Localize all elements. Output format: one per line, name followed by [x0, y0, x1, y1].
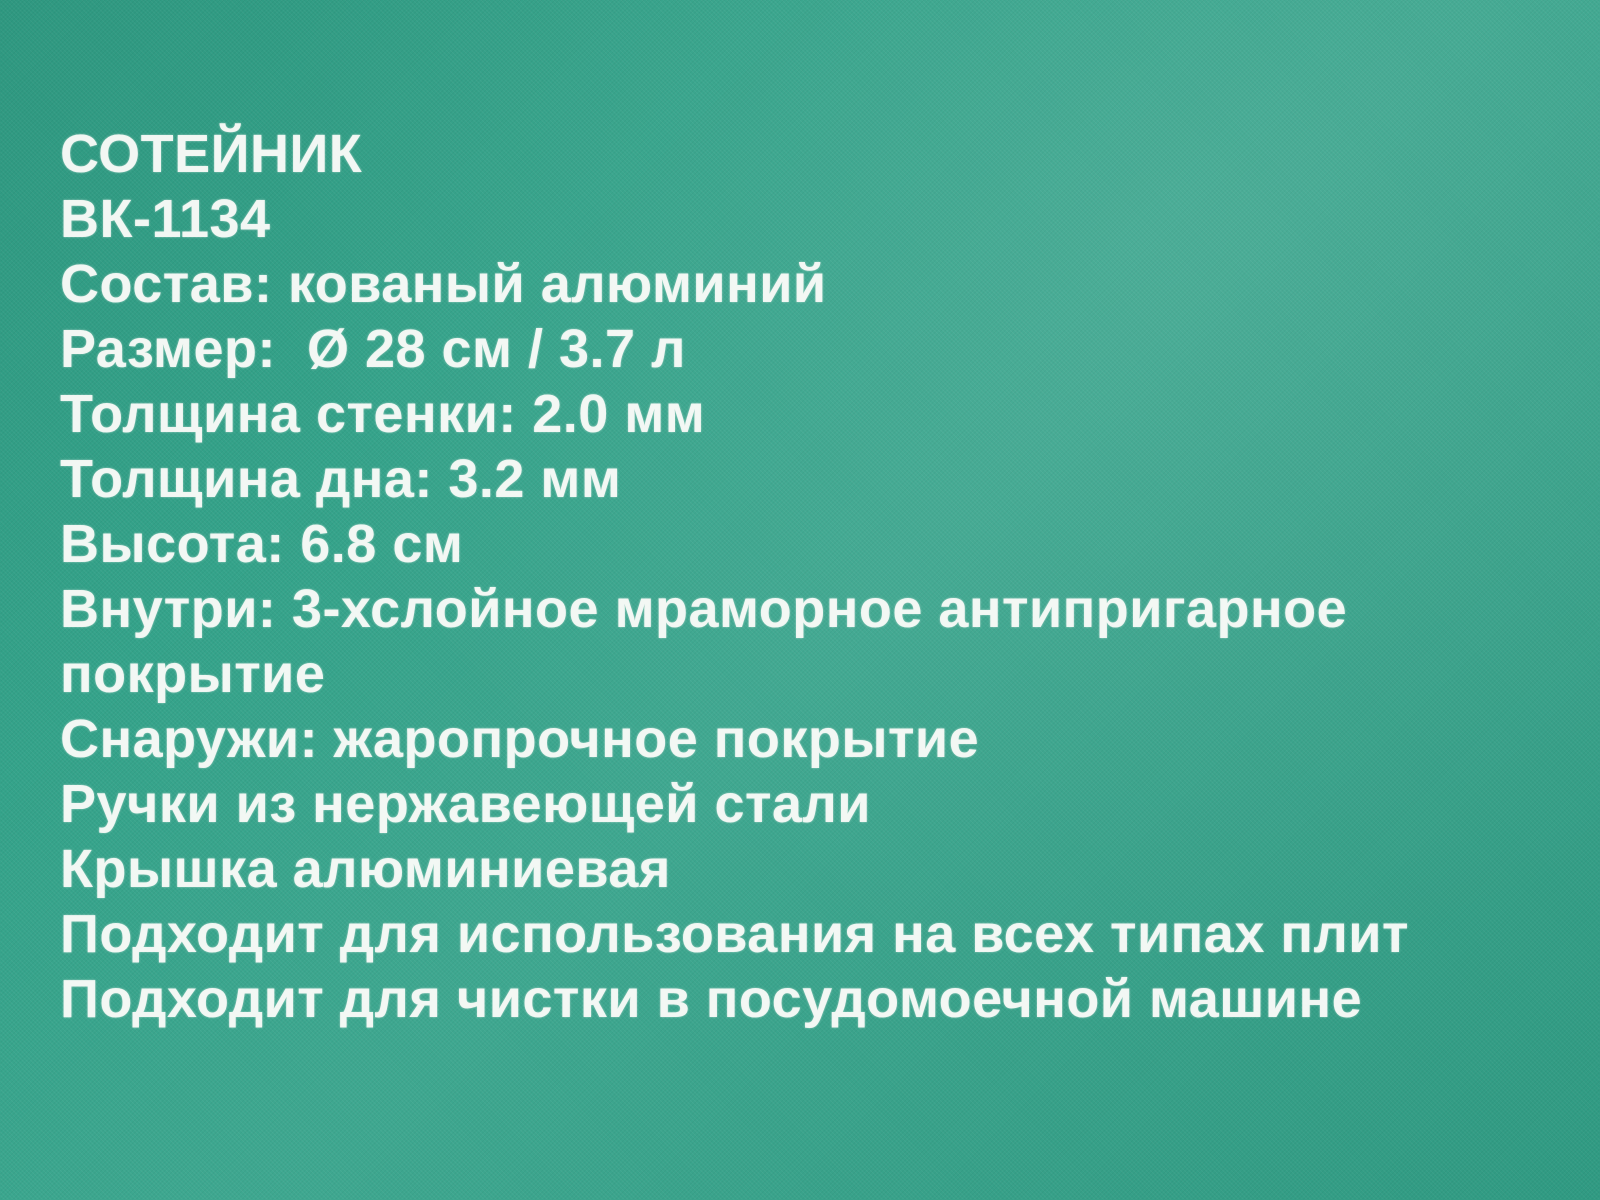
spec-line-wall-thickness: Толщина стенки: 2.0 мм	[60, 384, 706, 444]
spec-line-material: Состав: кованый алюминий	[60, 254, 827, 314]
spec-line-dishwasher: Подходит для чистки в посудомоечной машине	[60, 969, 1363, 1029]
spec-line-height: Высота: 6.8 см	[60, 514, 464, 574]
product-model: ВК-1134	[60, 189, 271, 249]
spec-line-size: Размер: Ø 28 см / 3.7 л	[60, 319, 686, 379]
spec-line-stove-types: Подходит для использования на всех типах плит	[60, 904, 1409, 964]
product-spec-text	[60, 122, 1552, 1032]
spec-line-outer-coating: Снаружи: жаропрочное покрытие	[60, 709, 980, 769]
spec-line-handles: Ручки из нержавеющей стали	[60, 774, 872, 834]
spec-line-inner-coating: Внутри: 3-хслойное мраморное антипригарное покрытие	[60, 579, 1363, 704]
spec-line-lid: Крышка алюминиевая	[60, 839, 671, 899]
product-title: СОТЕЙНИК	[60, 124, 363, 184]
spec-line-bottom-thickness: Толщина дна: 3.2 мм	[60, 449, 622, 509]
